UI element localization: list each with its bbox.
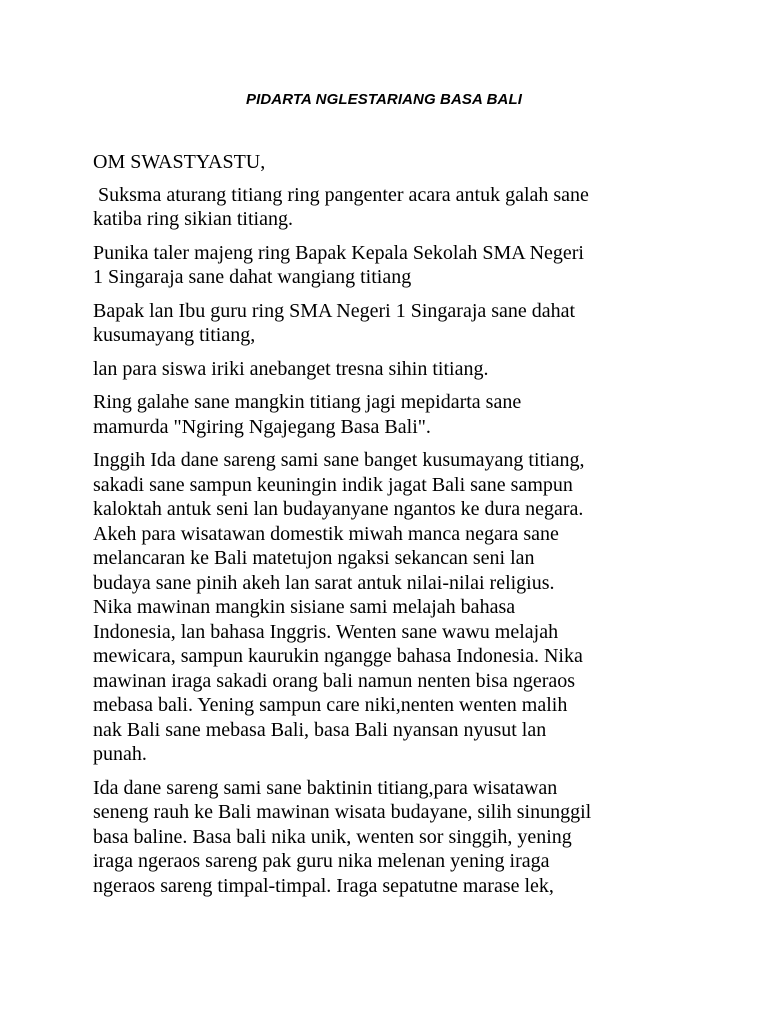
text-line: katiba ring sikian titiang. (93, 208, 293, 230)
text-line: lan para siswa iriki anebanget tresna sihin titiang. (93, 357, 489, 380)
text-line: Nika mawinan mangkin sisiane sami melajah bahasa (93, 596, 516, 618)
text-line: basa baline. Basa bali nika unik, wenten sor singgih, yening (93, 825, 572, 848)
paragraph-body-2 (93, 776, 693, 899)
text-line: Bapak lan Ibu guru ring SMA Negeri 1 Singaraja sane dahat (93, 299, 576, 322)
text-line: Inggih Ida dane sareng sami sane banget kusumayang titiang, (93, 449, 585, 471)
document-title: PIDARTA NGLESTARIANG BASA BALI (245, 91, 523, 108)
text-line: nak Bali sane mebasa Bali, basa Bali nyansan nyusut lan (93, 718, 547, 741)
paragraph-thanks-mc (93, 183, 693, 232)
text-line: mawinan iraga sakadi orang bali namun nenten bisa ngeraos (93, 669, 576, 692)
text-line: Punika taler majeng ring Bapak Kepala Sekolah SMA Negeri (93, 241, 584, 264)
text-line: ngeraos sareng timpal-timpal. Iraga sepatutne marase lek, (93, 874, 554, 897)
paragraph-teachers (93, 299, 693, 348)
text-line: kusumayang titiang, (93, 324, 256, 346)
text-line: Akeh para wisatawan domestik miwah manca negara sane (93, 522, 559, 545)
text-line: Ring galahe sane mangkin titiang jagi mepidarta sane (93, 391, 522, 413)
text-line: kaloktah antuk seni lan budayanyane ngantos ke dura negara. (93, 498, 584, 520)
text-line: sakadi sane sampun keuningin indik jagat Bali sane sampun (93, 473, 573, 496)
text-line: Ida dane sareng sami sane baktinin titiang,para wisatawan (93, 776, 558, 799)
text-line: seneng rauh ke Bali mawinan wisata budayane, silih sinunggil (93, 801, 592, 823)
text-line: mamurda "Ngiring Ngajegang Basa Bali". (93, 415, 431, 438)
text-line: melancaran ke Bali matetujon ngaksi sekancan seni lan (93, 547, 535, 569)
text-line: budaya sane pinih akeh lan sarat antuk nilai-nilai religius. (93, 571, 555, 594)
paragraph-body-1 (93, 448, 693, 767)
text-line: 1 Singaraja sane dahat wangiang titiang (93, 266, 412, 288)
paragraph-students (93, 357, 693, 382)
text-line: punah. (93, 743, 147, 765)
document-body (93, 150, 693, 907)
paragraph-principal (93, 241, 693, 290)
text-line: iraga ngeraos sareng pak guru nika melenan yening iraga (93, 850, 550, 872)
text-line: Suksma aturang titiang ring pangenter acara antuk galah sane (93, 183, 589, 206)
paragraph-topic (93, 390, 693, 439)
text-line: OM SWASTYASTU, (93, 151, 266, 173)
text-line: mewicara, sampun kaurukin ngangge bahasa Indonesia. Nika (93, 645, 583, 667)
paragraph-greeting (93, 150, 693, 175)
text-line: mebasa bali. Yening sampun care niki,nenten wenten malih (93, 694, 568, 716)
text-line: Indonesia, lan bahasa Inggris. Wenten sane wawu melajah (93, 620, 559, 643)
